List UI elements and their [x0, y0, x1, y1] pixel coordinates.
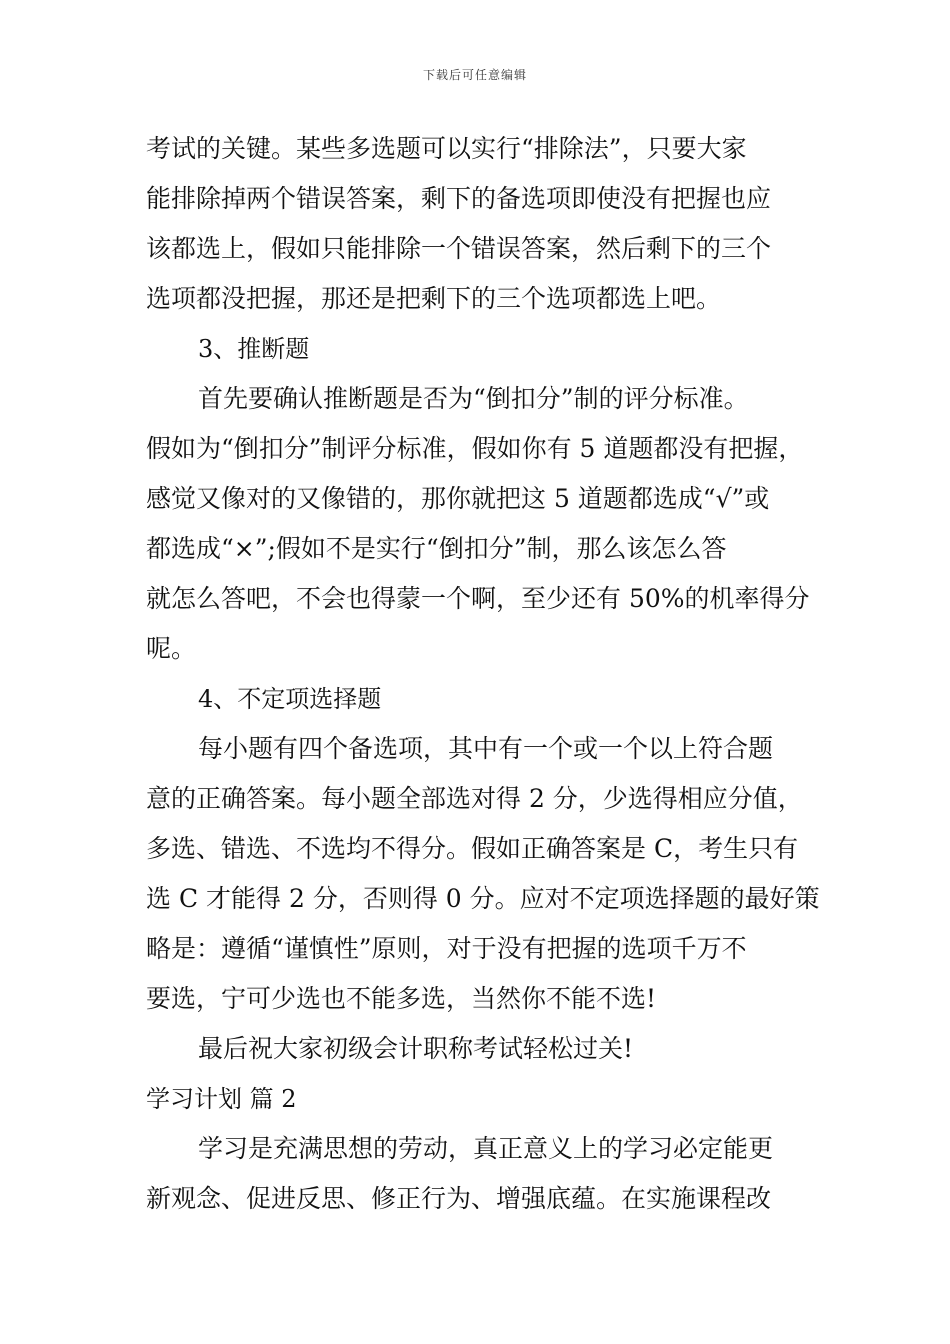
text-line: 假如为“倒扣分”制评分标准，假如你有 5 道题都没有把握，: [146, 434, 804, 463]
text-line: 该都选上，假如只能排除一个错误答案，然后剩下的三个: [146, 234, 772, 263]
text-line: 考试的关键。某些多选题可以实行“排除法”，只要大家: [146, 134, 747, 163]
text-line: 感觉又像对的又像错的，那你就把这 5 道题都选成“√”或: [146, 484, 770, 513]
text-line: 就怎么答吧，不会也得蒙一个啊，至少还有 50%的机率得分: [146, 584, 810, 613]
text-line: 多选、错选、不选均不得分。假如正确答案是 C，考生只有: [146, 834, 799, 863]
text-line: 能排除掉两个错误答案，剩下的备选项即使没有把握也应: [146, 184, 772, 213]
document-body: [146, 124, 826, 1224]
text-line: 新观念、促进反思、修正行为、增强底蕴。在实施课程改: [146, 1184, 772, 1213]
text-line: 选项都没把握，那还是把剩下的三个选项都选上吧。: [146, 284, 722, 313]
paragraph-first-line: 首先要确认推断题是否为“倒扣分”制的评分标准。: [198, 384, 749, 413]
text-line: 意的正确答案。每小题全部选对得 2 分，少选得相应分值，: [146, 784, 803, 813]
paragraph-first-line: 学习是充满思想的劳动，真正意义上的学习必定能更: [198, 1134, 774, 1163]
text-line: 选 C 才能得 2 分，否则得 0 分。应对不定项选择题的最好策: [146, 884, 820, 913]
text-line: 要选，宁可少选也不能多选，当然你不能不选!: [146, 984, 657, 1013]
page-header-note: 下载后可任意编辑: [422, 68, 527, 82]
text-line: 都选成“×”;假如不是实行“倒扣分”制，那么该怎么答: [146, 534, 727, 563]
paragraph-first-line: 每小题有四个备选项，其中有一个或一个以上符合题: [198, 734, 774, 763]
section-heading: 3、推断题: [198, 335, 310, 363]
text-line: 呢。: [146, 634, 197, 663]
section-heading: 4、不定项选择题: [198, 685, 382, 713]
article-heading: 学习计划 篇 2: [146, 1085, 297, 1113]
text-line: 略是：遵循“谨慎性”原则，对于没有把握的选项千万不: [146, 934, 747, 963]
closing-line: 最后祝大家初级会计职称考试轻松过关!: [198, 1034, 634, 1063]
